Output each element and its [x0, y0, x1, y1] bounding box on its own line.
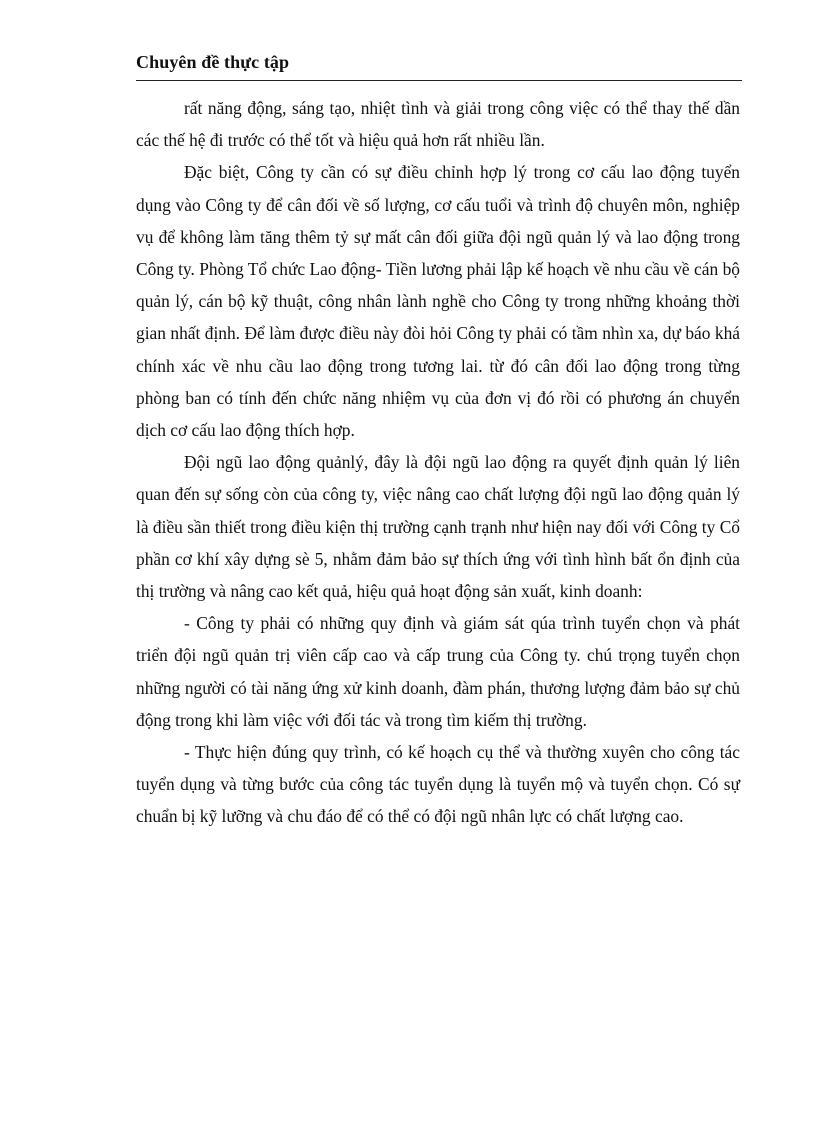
document-body — [136, 92, 740, 833]
page-header — [136, 50, 742, 81]
header-title: Chuyên đề thực tập — [136, 52, 290, 72]
paragraph: Đặc biệt, Công ty cần có sự điều chỉnh hợp lý trong cơ cấu lao động tuyển dụng vào Công ty để cân đối về số lượng, cơ cấu tuổi và trình độ chuyên môn, nghiệp vụ để không làm tăng thêm tỷ sự mất cân đối giữa đội ngũ quản lý và lao động trong Công ty. Phòng Tổ chức Lao động- Tiền lương phải lập kế hoạch về nhu cầu về cán bộ quản lý, cán bộ kỹ thuật, công nhân lành nghề cho Công ty trong những khoảng thời gian nhất định. Để làm được điều này đòi hỏi Công ty phải có tầm nhìn xa, dự báo khá chính xác về nhu cầu lao động trong tương lai. từ đó cân đối lao động trong từng phòng ban có tính đến chức năng nhiệm vụ của đơn vị đó rồi có phương án chuyển dịch cơ cấu lao động thích hợp. — [136, 162, 740, 441]
paragraph: Đội ngũ lao động quảnlý, đây là đội ngũ lao động ra quyết định quản lý liên quan đến sự sống còn của công ty, việc nâng cao chất lượng đội ngũ lao động quản lý là điều sần thiết trong điều kiện thị trường cạnh trạnh như hiện nay đối với Công ty Cổ phần cơ khí xây dựng sè 5, nhằm đảm bảo sự thích ứng với tình hình bất ổn định của thị trường và nâng cao kết quả, hiệu quả hoạt động sản xuất, kinh doanh: — [136, 452, 740, 602]
paragraph: - Công ty phải có những quy định và giám sát qúa trình tuyển chọn và phát triển đội ngũ quản trị viên cấp cao và cấp trung của Công ty. chú trọng tuyển chọn những người có tài năng ứng xử kinh doanh, đàm phán, thương lượng đảm bảo sự chủ động trong khi làm việc với đối tác và trong tìm kiếm thị trường. — [136, 613, 740, 730]
header-divider — [136, 80, 742, 81]
paragraph: rất năng động, sáng tạo, nhiệt tình và giải trong công việc có thể thay thế dần các thế hệ đi trước có thể tốt và hiệu quả hơn rất nhiều lần. — [136, 98, 740, 151]
paragraph: - Thực hiện đúng quy trình, có kế hoạch cụ thể và thường xuyên cho công tác tuyển dụng và từng bước của công tác tuyển dụng là tuyển mộ và tuyển chọn. Có sự chuẩn bị kỹ lưỡng và chu đáo để có thể có đội ngũ nhân lực có chất lượng cao. — [136, 742, 740, 827]
